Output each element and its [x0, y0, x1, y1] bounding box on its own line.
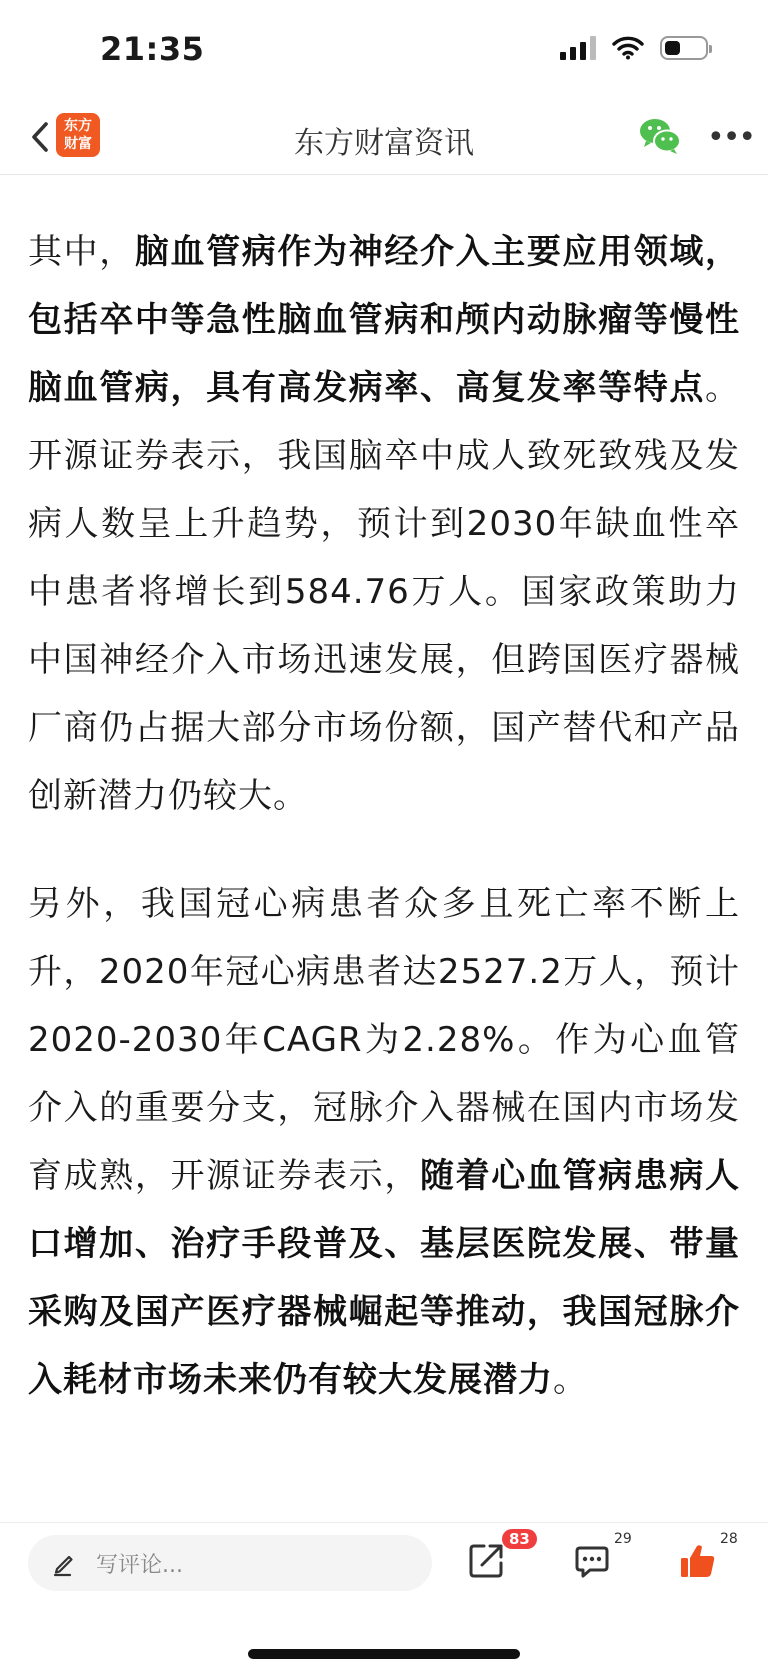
comment-placeholder: 写评论... [96, 1552, 183, 1578]
battery-icon [660, 36, 708, 60]
text-segment: 。开源证券表示，我国脑卒中成人致死致残及发病人数呈上升趋势，预计到2030年缺血性卒中患者将增长到584.76万人。国家政策助力中国神经介入市场迅速发展，但跨国医疗器械厂商仍占据大部分市场份额，国产替代和产品创新潜力仍较大。 [28, 368, 740, 816]
text-segment: 另外，我国冠心病患者众多且死亡率不断上升，2020年冠心病患者达2527.2万人，预计2020-2030年CAGR为2.28%。作为心血管介入的重要分支，冠脉介入器械在国内市场发育成熟，开源证券表示， [28, 884, 740, 1196]
page-title: 东方财富资讯 [294, 126, 474, 161]
text-segment: 其中， [28, 232, 135, 272]
battery-level [665, 41, 680, 55]
pencil-icon [50, 1549, 78, 1577]
status-icons [560, 36, 708, 60]
wifi-icon [612, 36, 644, 60]
share-count-badge: 83 [502, 1529, 537, 1549]
status-bar [0, 0, 768, 100]
article-body [28, 218, 740, 1414]
wechat-icon[interactable] [638, 116, 682, 156]
comment-icon [572, 1541, 612, 1581]
like-button[interactable] [678, 1531, 738, 1581]
bold-text-segment: 随着心血管病患病人口增加、治疗手段普及、基层医院发展、带量采购及国产医疗器械崛起等推动，我国冠脉介入耗材市场未来仍有较大发展潜力 [28, 1156, 741, 1400]
article-paragraph-2 [28, 870, 740, 1414]
nav-bar [0, 100, 768, 175]
bold-text-segment: 脑血管病作为神经介入主要应用领域，包括卒中等急性脑血管病和颅内动脉瘤等慢性脑血管病，具有高发病率、高复发率等特点 [28, 232, 741, 408]
comment-count: 29 [614, 1531, 632, 1547]
cellular-signal-icon [560, 36, 596, 60]
brand-logo-line1: 东方 [64, 118, 92, 134]
like-count: 28 [720, 1531, 738, 1547]
thumbs-up-icon [678, 1541, 718, 1581]
bottom-action-bar [0, 1522, 768, 1666]
comments-button[interactable] [572, 1531, 632, 1581]
status-time: 21:35 [100, 30, 205, 68]
more-icon[interactable]: ••• [707, 120, 755, 155]
article-paragraph-1 [28, 218, 740, 830]
share-icon [466, 1541, 506, 1581]
home-indicator [248, 1649, 520, 1659]
brand-logo-line2: 财富 [64, 136, 92, 152]
share-button[interactable] [466, 1530, 530, 1581]
text-segment: 。 [553, 1360, 588, 1400]
comment-input[interactable] [28, 1535, 432, 1591]
